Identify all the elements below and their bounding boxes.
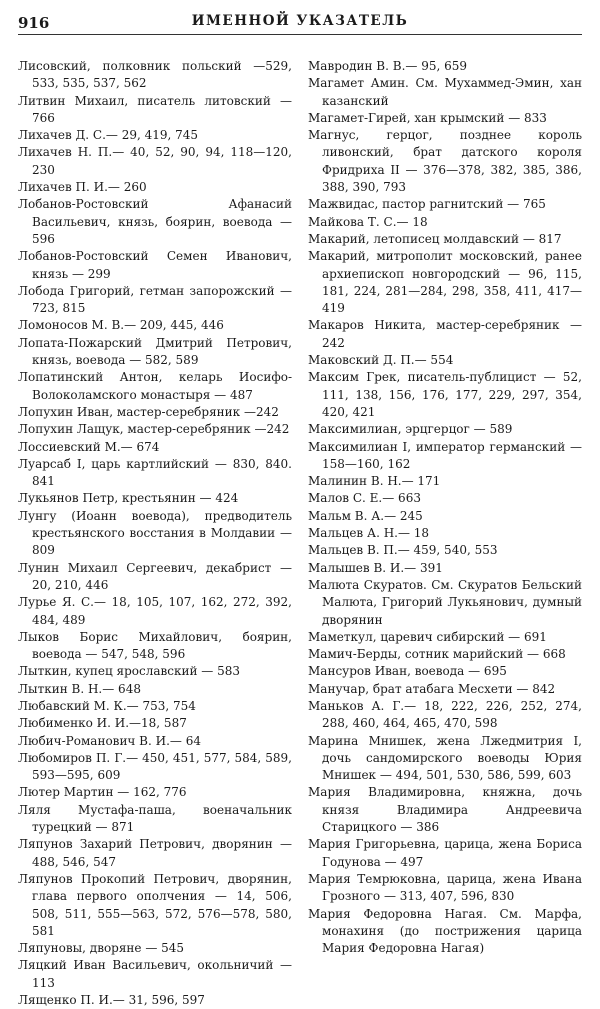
index-entry: Лихачев Д. С.— 29, 419, 745 bbox=[18, 128, 199, 143]
index-entry: Лютер Мартин — 162, 776 bbox=[18, 785, 187, 800]
index-entry: Лыков Борис Михайлович, боярин, воевода — 547, 548, 596 bbox=[18, 629, 292, 662]
index-entry: Максимилиан I, император германский — 158—160, 162 bbox=[308, 439, 582, 471]
index-entry: Маньков А. Г.— 18, 222, 226, 252, 274, 288, 460, 464, 465, 470, 598 bbox=[308, 698, 582, 731]
index-entry: Малюта Скуратов. См. Скуратов Бельский Малюта, Григорий Лукьянович, думный дворянин bbox=[308, 577, 582, 627]
index-entry: Макарий, летописец молдавский — 817 bbox=[308, 231, 562, 246]
index-entry: Лурье Я. С.— 18, 105, 107, 162, 272, 392, 484, 489 bbox=[18, 595, 292, 627]
index-entry: Лисовский, полковник польский —529, 533, 535, 537, 562 bbox=[18, 59, 292, 91]
index-entry: Мальм В. А.— 245 bbox=[308, 508, 423, 523]
index-entry: Лунгу (Иоанн воевода), предводитель крестьянского восстания в Молдавии — 809 bbox=[18, 508, 292, 558]
index-entry: Магнус, герцог, позднее король ливонский, брат датского короля Фридриха II — 376—378, 382, 385, 386, 388, 390, 793 bbox=[308, 128, 582, 195]
index-entry: Ляпунов Захарий Петрович, дворянин — 488, 546, 547 bbox=[18, 837, 292, 869]
page-header bbox=[18, 8, 582, 35]
index-entry: Лобанов-Ростовский Семен Иванович, князь — 299 bbox=[18, 249, 292, 281]
index-entry: Мальцев В. П.— 459, 540, 553 bbox=[308, 543, 498, 558]
left-column bbox=[18, 58, 292, 1008]
index-entry: Любич-Романович В. И.— 64 bbox=[18, 733, 201, 748]
index-entry: Лященко П. И.— 31, 596, 597 bbox=[18, 993, 205, 1008]
index-entry: Лихачев П. И.— 260 bbox=[18, 180, 147, 195]
right-column bbox=[308, 58, 582, 960]
index-entry: Лобанов-Ростовский Афанасий Васильевич, князь, боярин, воевода — 596 bbox=[18, 197, 292, 246]
index-entry: Лукьянов Петр, крестьянин — 424 bbox=[18, 491, 239, 506]
index-columns bbox=[18, 58, 582, 1008]
index-entry: Ляцкий Иван Васильевич, окольничий — 113 bbox=[18, 958, 292, 990]
index-entry: Ляпунов Прокопий Петрович, дворянин, глава первого ополчения — 14, 506, 508, 511, 555—563, 572, 576—578, 580, 581 bbox=[18, 871, 292, 938]
index-entry: Мавродин В. В.— 95, 659 bbox=[308, 59, 467, 73]
index-entry: Мария Владимировна, княжна, дочь князя Владимира Андреевича Старицкого — 386 bbox=[308, 785, 582, 835]
index-entry: Мария Темрюковна, царица, жена Ивана Грозного — 313, 407, 596, 830 bbox=[308, 871, 582, 904]
index-entry: Мальцев А. Н.— 18 bbox=[308, 526, 430, 541]
page-title: ИМЕННОЙ УКАЗАТЕЛЬ bbox=[191, 13, 409, 29]
index-entry: Любименко И. И.—18, 587 bbox=[18, 716, 187, 731]
index-entry: Макарий, митрополит московский, ранее архиепископ новгородский — 96, 115, 181, 224, 281—284, 298, 358, 411, 417—419 bbox=[308, 249, 582, 316]
index-entry: Магамет Амин. См. Мухаммед-Эмин, хан казанский bbox=[308, 76, 582, 108]
index-entry: Малышев В. И.— 391 bbox=[308, 560, 443, 575]
index-entry: Максим Грек, писатель-публицист — 52, 111, 138, 156, 176, 177, 229, 297, 354, 420, 421 bbox=[308, 370, 582, 419]
page-number: 916 bbox=[18, 14, 50, 32]
index-entry: Мамич-Берды, сотник марийский — 668 bbox=[308, 647, 566, 662]
index-entry: Лопухин Лащук, мастер-серебряник —242 bbox=[18, 422, 290, 437]
index-entry: Лопата-Пожарский Дмитрий Петрович, князь, воевода — 582, 589 bbox=[18, 335, 292, 368]
index-entry: Любавский М. К.— 753, 754 bbox=[18, 698, 196, 713]
index-entry: Лихачев Н. П.— 40, 52, 90, 94, 118—120, 230 bbox=[18, 145, 292, 177]
index-entry: Мажвидас, пастор рагнитский — 765 bbox=[308, 197, 546, 212]
index-entry: Мария Федоровна Нагая. См. Марфа, монахиня (до пострижения царица Мария Федоровна Нагая) bbox=[308, 906, 582, 956]
index-entry: Макаров Никита, мастер-серебряник — 242 bbox=[308, 318, 582, 350]
index-entry: Лопухин Иван, мастер-серебряник —242 bbox=[18, 404, 279, 419]
index-entry: Лунин Михаил Сергеевич, декабрист — 20, 210, 446 bbox=[18, 560, 292, 592]
index-entry: Манучар, брат атабага Месхети — 842 bbox=[308, 681, 556, 696]
index-entry: Мария Григорьевна, царица, жена Бориса Годунова — 497 bbox=[308, 837, 582, 869]
index-entry: Лоссиевский М.— 674 bbox=[18, 439, 160, 454]
index-entry: Малинин В. Н.— 171 bbox=[308, 474, 441, 489]
index-entry: Маметкул, царевич сибирский — 691 bbox=[308, 629, 547, 644]
index-entry: Ляпуновы, дворяне — 545 bbox=[18, 941, 185, 956]
index-entry: Мансуров Иван, воевода — 695 bbox=[308, 664, 507, 679]
index-entry: Максимилиан, эрцгерцог — 589 bbox=[308, 422, 513, 437]
index-entry: Маковский Д. П.— 554 bbox=[308, 353, 454, 368]
index-entry: Лыткин В. Н.— 648 bbox=[18, 681, 141, 696]
index-entry: Литвин Михаил, писатель литовский — 766 bbox=[18, 93, 292, 125]
index-entry: Ломоносов М. В.— 209, 445, 446 bbox=[18, 318, 224, 333]
index-entry: Малов С. Е.— 663 bbox=[308, 491, 421, 506]
index-entry: Луарсаб I, царь картлийский — 830, 840. 841 bbox=[18, 456, 292, 489]
index-entry: Лыткин, купец ярославский — 583 bbox=[18, 664, 240, 679]
index-entry: Марина Мнишек, жена Лжедмитрия I, дочь сандомирского воеводы Юрия Мнишек — 494, 501, 530, 586, 599, 603 bbox=[308, 733, 582, 783]
index-entry: Майкова Т. С.— 18 bbox=[308, 214, 428, 229]
index-entry: Магамет-Гирей, хан крымский — 833 bbox=[308, 110, 547, 125]
index-entry: Ляля Мустафа-паша, военачальник турецкий — 871 bbox=[18, 802, 292, 835]
index-entry: Любомиров П. Г.— 450, 451, 577, 584, 589, 593—595, 609 bbox=[18, 750, 292, 783]
index-entry: Лобода Григорий, гетман запорожский — 723, 815 bbox=[18, 283, 292, 316]
index-entry: Лопатинский Антон, келарь Иосифо-Волоколамского монастыря — 487 bbox=[18, 370, 292, 402]
